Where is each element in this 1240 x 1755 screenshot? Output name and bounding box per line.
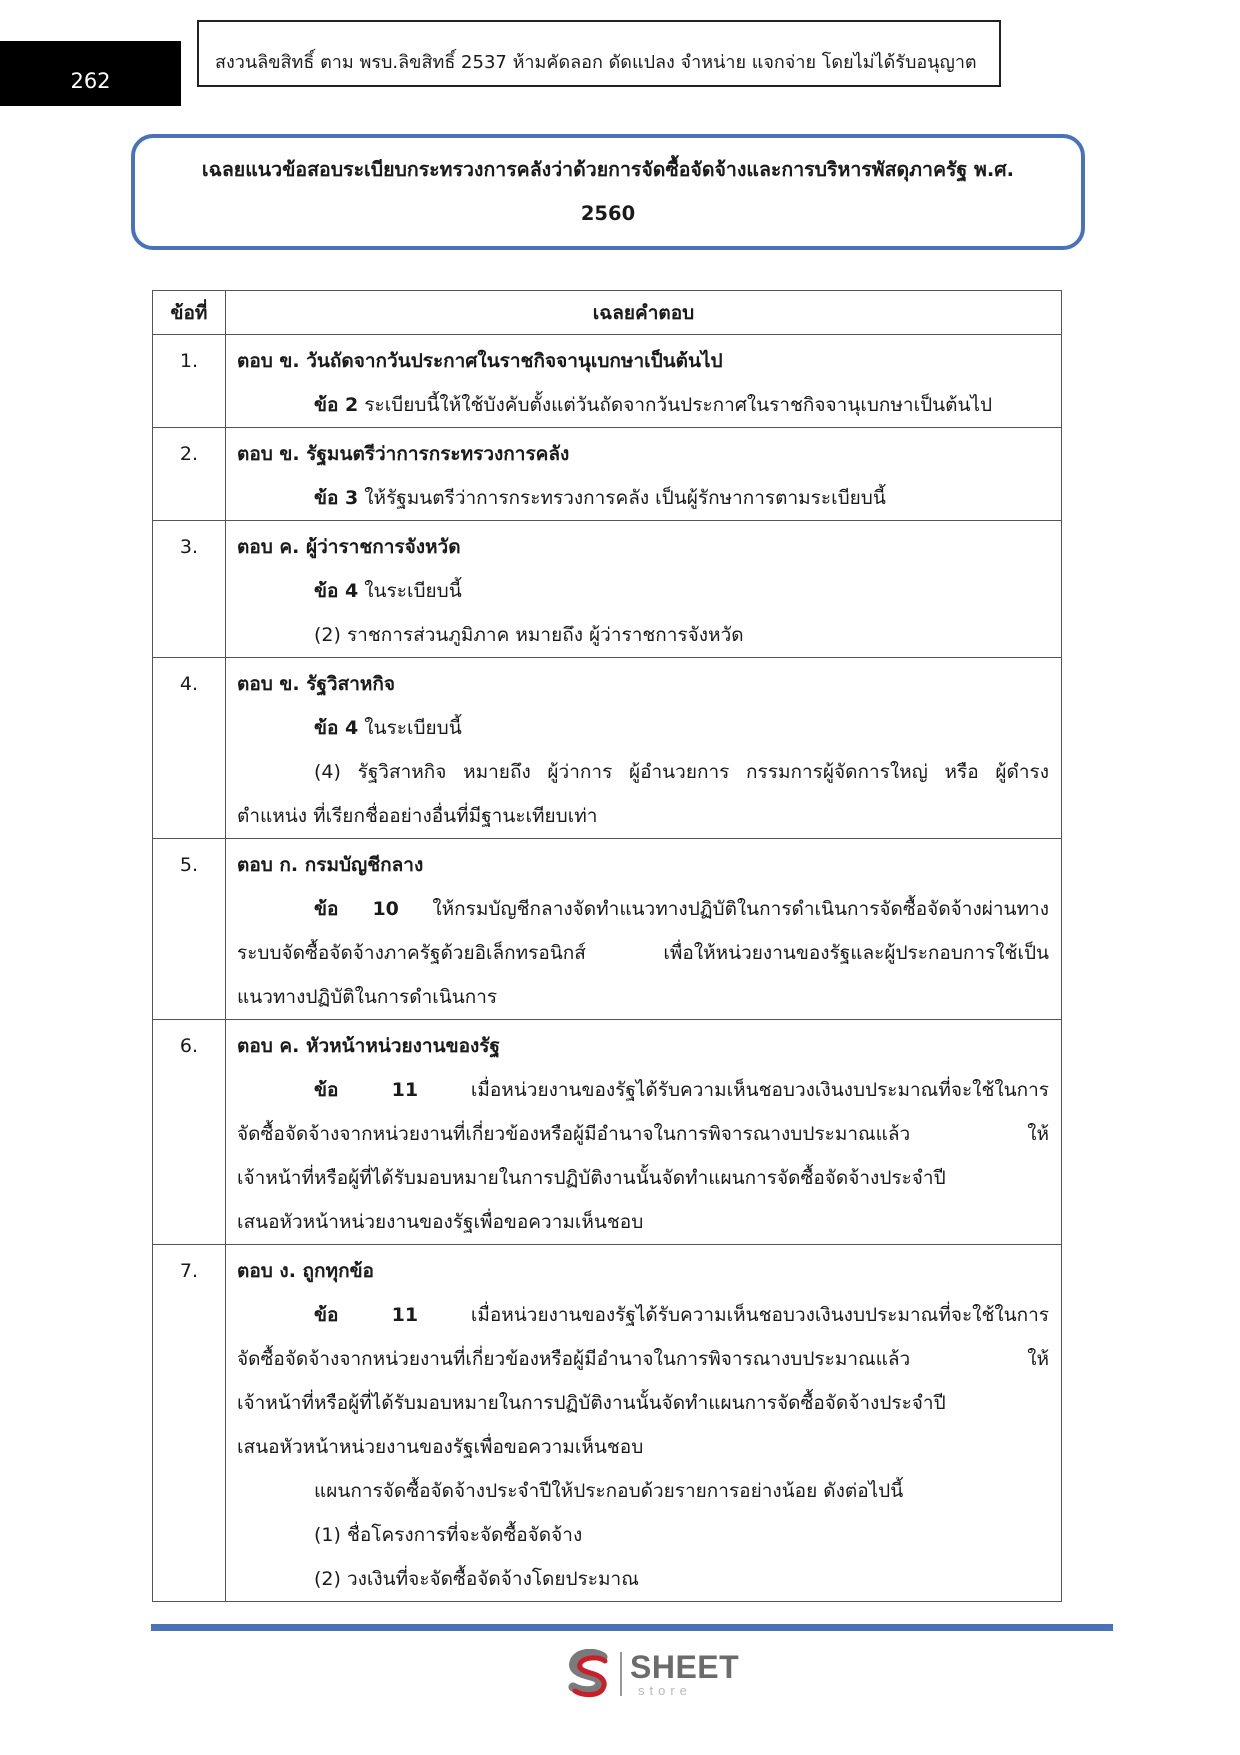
clause-line (237, 1293, 1049, 1337)
question-number: 5. (153, 839, 226, 1020)
clause-text-continued: จัดซื้อจัดจ้างจากหน่วยงานที่เกี่ยวข้องหรือผู้มีอำนาจในการพิจารณางบประมาณแล้ว ให้ (237, 1123, 1049, 1145)
table-header-row (153, 291, 1062, 335)
clause-text-continued: เจ้าหน้าที่หรือผู้ที่ได้รับมอบหมายในการปฏิบัติงานนั้นจัดทำแผนการจัดซื้อจัดจ้างประจำปี (237, 1392, 946, 1414)
logo-subword: store (638, 1683, 692, 1698)
clause-line (237, 476, 1049, 520)
answer-cell (226, 1245, 1062, 1602)
answer-choice: ตอบ ก. กรมบัญชีกลาง (237, 854, 424, 876)
answer-choice: ตอบ ค. ผู้ว่าราชการจังหวัด (237, 536, 461, 558)
answer-cell (226, 839, 1062, 1020)
logo-wordmark (630, 1651, 739, 1697)
clause-line (237, 706, 1049, 750)
answer-cell (226, 335, 1062, 428)
question-number: 2. (153, 428, 226, 521)
clause-line (237, 887, 1049, 931)
clause-number: ข้อ 4 (314, 717, 359, 739)
page-number: 262 (0, 41, 181, 106)
table-row (153, 1245, 1062, 1602)
answer-choice: ตอบ ข. วันถัดจากวันประกาศในราชกิจจานุเบกษาเป็นต้นไป (237, 350, 723, 372)
logo-word: SHEET (630, 1649, 740, 1685)
answer-cell (226, 1020, 1062, 1245)
answer-choice: ตอบ ข. รัฐมนตรีว่าการกระทรวงการคลัง (237, 443, 570, 465)
copyright-notice (197, 20, 1001, 87)
plan-item: (1) ชื่อโครงการที่จะจัดซื้อจัดจ้าง (314, 1524, 583, 1546)
title-line-2: 2560 (580, 202, 636, 225)
clause-text: ระเบียบนี้ให้ใช้บังคับตั้งแต่วันถัดจากวันประกาศในราชกิจจานุเบกษาเป็นต้นไป (364, 394, 993, 416)
clause-text: ให้รัฐมนตรีว่าการกระทรวงการคลัง เป็นผู้รักษาการตามระเบียบนี้ (364, 487, 886, 509)
clause-text: ในระเบียบนี้ (364, 717, 462, 739)
answer-choice: ตอบ ข. รัฐวิสาหกิจ (237, 673, 396, 695)
clause-text-continued: เสนอหัวหน้าหน่วยงานของรัฐเพื่อขอความเห็นชอบ (237, 1436, 644, 1458)
clause-detail: (2) ราชการส่วนภูมิภาค หมายถึง ผู้ว่าราชการจังหวัด (314, 624, 744, 646)
table-row (153, 1020, 1062, 1245)
table-row (153, 521, 1062, 658)
question-number: 4. (153, 658, 226, 839)
clause-number: ข้อ 10 (314, 898, 399, 920)
answer-cell (226, 428, 1062, 521)
sheet-store-logo (565, 1648, 739, 1700)
answer-table (152, 290, 1062, 1602)
answer-cell (226, 658, 1062, 839)
clause-number: ข้อ 11 (314, 1304, 419, 1326)
question-number: 1. (153, 335, 226, 428)
clause-text: ในระเบียบนี้ (364, 580, 462, 602)
answer-choice: ตอบ ง. ถูกทุกข้อ (237, 1260, 374, 1282)
clause-line (237, 1068, 1049, 1112)
clause-number: ข้อ 2 (314, 394, 359, 416)
clause-text-continued: จัดซื้อจัดจ้างจากหน่วยงานที่เกี่ยวข้องหรือผู้มีอำนาจในการพิจารณางบประมาณแล้ว ให้ (237, 1348, 1049, 1370)
clause-detail: (4) รัฐวิสาหกิจ หมายถึง ผู้ว่าการ ผู้อำนวยการ กรรมการผู้จัดการใหญ่ หรือ ผู้ดำรง (314, 761, 1049, 783)
clause-text-continued: ระบบจัดซื้อจัดจ้างภาครัฐด้วยอิเล็กทรอนิกส์ เพื่อให้หน่วยงานของรัฐและผู้ประกอบการใช้เป็น (237, 942, 1049, 964)
question-number: 7. (153, 1245, 226, 1602)
plan-intro: แผนการจัดซื้อจัดจ้างประจำปีให้ประกอบด้วยรายการอย่างน้อย ดังต่อไปนี้ (314, 1480, 904, 1502)
copyright-text: สงวนลิขสิทธิ์ ตาม พรบ.ลิขสิทธิ์ 2537 ห้ามคัดลอก ดัดแปลง จำหน่าย แจกจ่าย โดยไม่ได้รับอนุญาต (215, 52, 977, 73)
clause-number: ข้อ 11 (314, 1079, 419, 1101)
answer-choice: ตอบ ค. หัวหน้าหน่วยงานของรัฐ (237, 1035, 500, 1057)
footer-divider (151, 1624, 1113, 1631)
question-number: 3. (153, 521, 226, 658)
logo-separator (620, 1652, 622, 1696)
document-title (131, 134, 1085, 250)
table-row (153, 658, 1062, 839)
clause-text: เมื่อหน่วยงานของรัฐได้รับความเห็นชอบวงเงินงบประมาณที่จะใช้ในการ (470, 1079, 1049, 1101)
clause-number: ข้อ 3 (314, 487, 359, 509)
column-header-no: ข้อที่ (153, 291, 226, 335)
question-number: 6. (153, 1020, 226, 1245)
table-row (153, 335, 1062, 428)
clause-text: เมื่อหน่วยงานของรัฐได้รับความเห็นชอบวงเงินงบประมาณที่จะใช้ในการ (470, 1304, 1049, 1326)
clause-text-continued: เจ้าหน้าที่หรือผู้ที่ได้รับมอบหมายในการปฏิบัติงานนั้นจัดทำแผนการจัดซื้อจัดจ้างประจำปี (237, 1167, 946, 1189)
clause-text-continued: แนวทางปฏิบัติในการดำเนินการ (237, 986, 498, 1008)
answer-cell (226, 521, 1062, 658)
sheet-store-logo-icon (565, 1649, 613, 1699)
clause-detail-continued: ตำแหน่ง ที่เรียกชื่ออย่างอื่นที่มีฐานะเทียบเท่า (237, 805, 598, 827)
title-line-1: เฉลยแนวข้อสอบระเบียบกระทรวงการคลังว่าด้วยการจัดซื้อจัดจ้างและการบริหารพัสดุภาครัฐ พ.ศ. (201, 158, 1015, 181)
table-row (153, 428, 1062, 521)
plan-item: (2) วงเงินที่จะจัดซื้อจัดจ้างโดยประมาณ (314, 1568, 639, 1590)
table-row (153, 839, 1062, 1020)
clause-text-continued: เสนอหัวหน้าหน่วยงานของรัฐเพื่อขอความเห็นชอบ (237, 1211, 644, 1233)
clause-number: ข้อ 4 (314, 580, 359, 602)
column-header-answer: เฉลยคำตอบ (226, 291, 1062, 335)
clause-line (237, 383, 1049, 427)
clause-text: ให้กรมบัญชีกลางจัดทำแนวทางปฏิบัติในการดำเนินการจัดซื้อจัดจ้างผ่านทาง (432, 898, 1049, 920)
clause-line (237, 569, 1049, 613)
